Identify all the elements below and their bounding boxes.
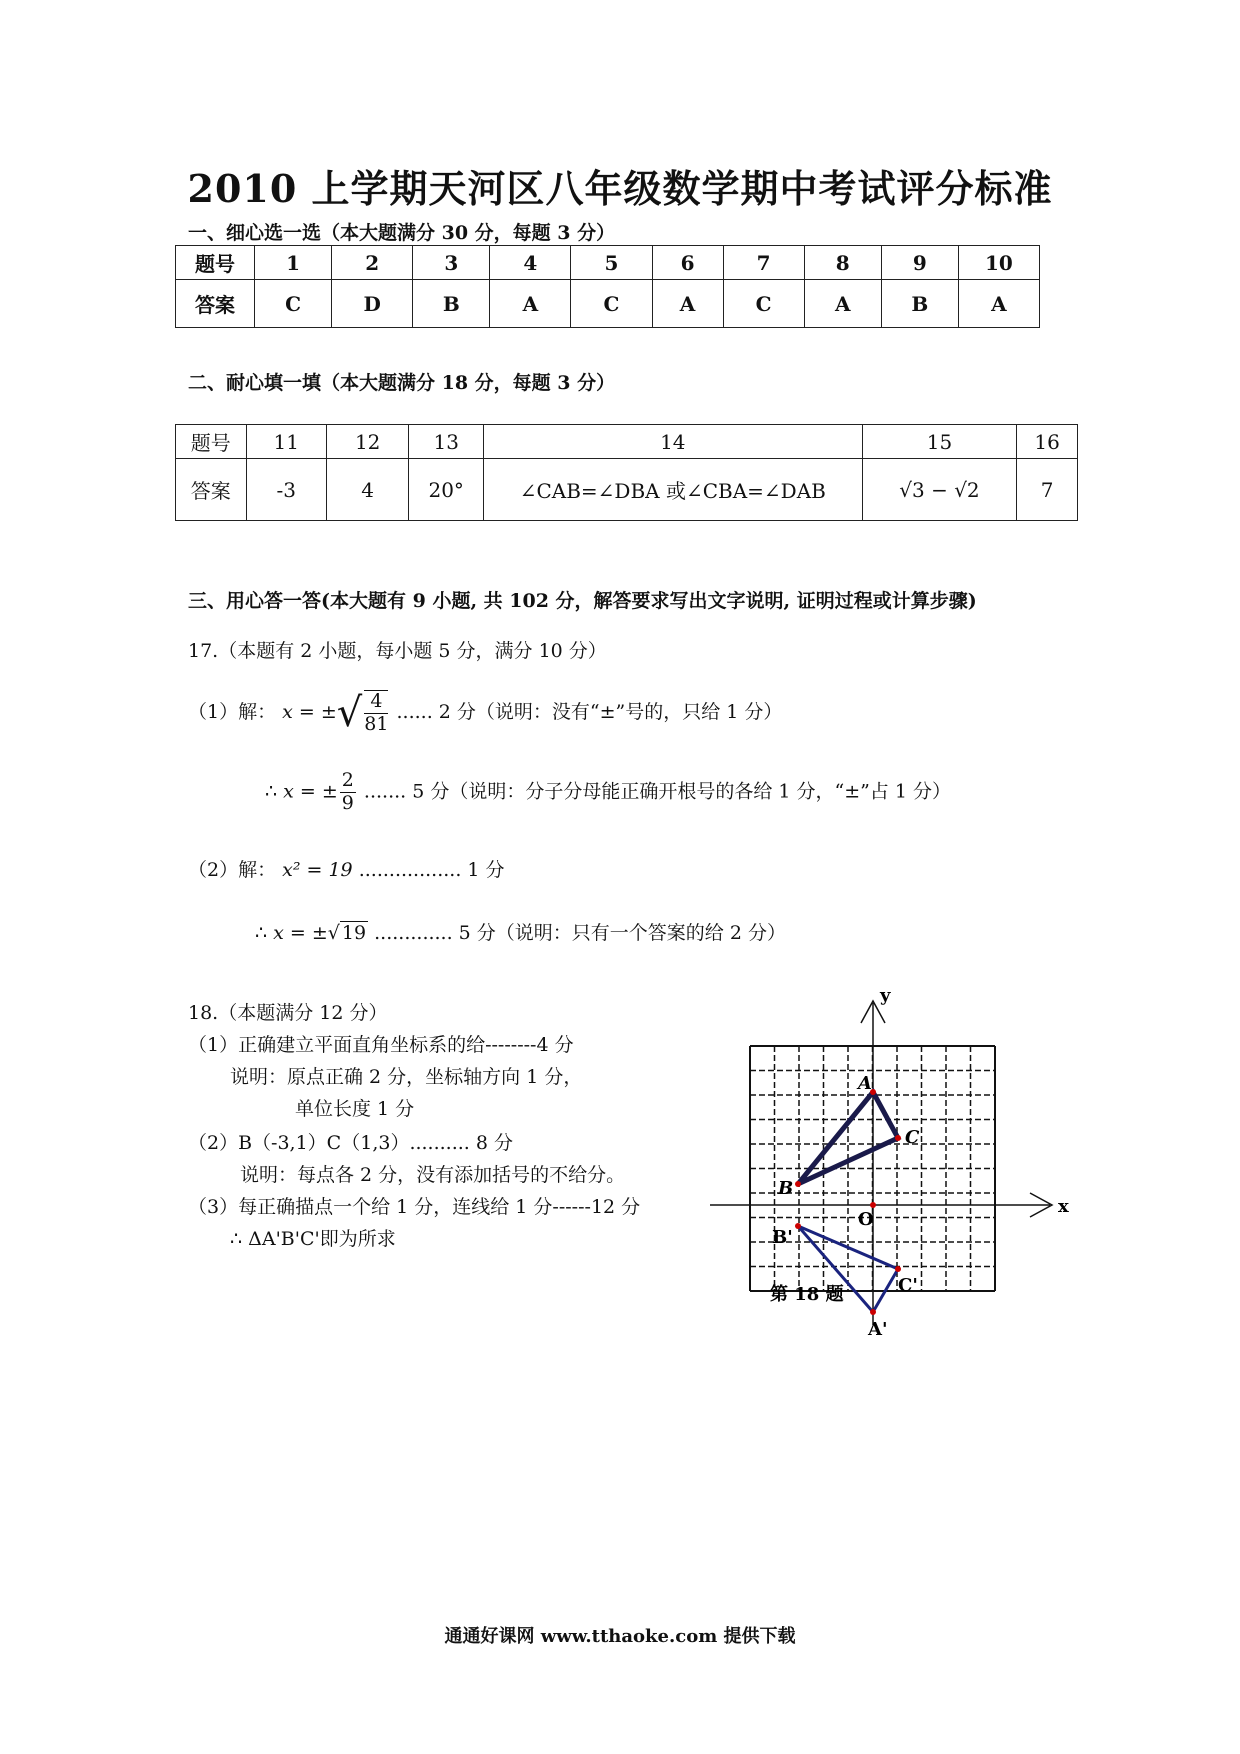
table-cell: B bbox=[881, 280, 958, 328]
table-cell: 12 bbox=[326, 425, 408, 459]
q18-line6: （3）每正确描点一个给 1 分，连线给 1 分------12 分 bbox=[188, 1196, 641, 1218]
table-cell: 9 bbox=[881, 246, 958, 280]
table-cell: 13 bbox=[409, 425, 484, 459]
q18-line2: 说明：原点正确 2 分，坐标轴方向 1 分， bbox=[230, 1066, 583, 1088]
part-label: （2）解： bbox=[188, 859, 277, 881]
plot-point bbox=[795, 1181, 801, 1187]
q17-header: 17.（本题有 2 小题，每小题 5 分，满分 10 分） bbox=[188, 640, 607, 662]
section1-heading: 一、细心选一选（本大题满分 30 分，每题 3 分） bbox=[188, 222, 616, 244]
point-c2-label: C' bbox=[898, 1275, 918, 1296]
fraction-numerator: 4 bbox=[364, 691, 388, 714]
table-cell: √3 − √2 bbox=[862, 459, 1017, 521]
equation-lhs: x = ± bbox=[282, 701, 337, 723]
plot-point bbox=[895, 1266, 901, 1272]
q17-part2 bbox=[188, 855, 505, 882]
point-b2-label: B' bbox=[772, 1227, 793, 1248]
q18-line3: 单位长度 1 分 bbox=[295, 1098, 415, 1120]
therefore-symbol: ∴ bbox=[265, 780, 278, 803]
plot-point bbox=[870, 1309, 876, 1315]
point-a-label: A bbox=[858, 1073, 872, 1094]
table-cell: A bbox=[652, 280, 723, 328]
row-label: 答案 bbox=[176, 459, 247, 521]
row-label: 答案 bbox=[176, 280, 255, 328]
table-cell: A bbox=[958, 280, 1039, 328]
coordinate-figure bbox=[700, 985, 1080, 1345]
q17-part1-result bbox=[265, 770, 951, 815]
table-cell: C bbox=[255, 280, 332, 328]
table-cell: 3 bbox=[413, 246, 490, 280]
table-cell: -3 bbox=[246, 459, 326, 521]
radicand: 19 bbox=[341, 922, 367, 944]
point-b-label: B bbox=[778, 1178, 794, 1199]
table-cell: 4 bbox=[490, 246, 571, 280]
score-note: ...... 2 分（说明：没有“±”号的，只给 1 分） bbox=[396, 701, 783, 723]
y-axis-label: y bbox=[880, 985, 891, 1006]
table-cell: C bbox=[571, 280, 652, 328]
equation: x² = 19 bbox=[282, 859, 353, 881]
table-cell: 2 bbox=[332, 246, 413, 280]
q18-line1: （1）正确建立平面直角坐标系的给--------4 分 bbox=[188, 1034, 574, 1056]
q17-part2-result: ∴ x = ±√ 19 ............. 5 分（说明：只有一个答案的给 2 分） bbox=[255, 922, 786, 944]
score-note: ....... 5 分（说明：分子分母能正确开根号的各给 1 分，“±”占 1 分） bbox=[363, 780, 952, 803]
table-cell: 11 bbox=[246, 425, 326, 459]
footer: 通通好课网 www.tthaoke.com 提供下载 bbox=[444, 1626, 796, 1647]
plot-point bbox=[870, 1202, 876, 1208]
section2-heading: 二、耐心填一填（本大题满分 18 分，每题 3 分） bbox=[188, 372, 616, 394]
table-cell: 1 bbox=[255, 246, 332, 280]
table-cell: D bbox=[332, 280, 413, 328]
table-cell: 7 bbox=[1017, 459, 1078, 521]
figure-caption: 第 18 题 bbox=[770, 1284, 844, 1305]
score-note: ............. 5 分（说明：只有一个答案的给 2 分） bbox=[374, 922, 786, 944]
table-cell: C bbox=[723, 280, 804, 328]
row-label: 题号 bbox=[176, 425, 247, 459]
x-axis-label: x bbox=[1058, 1196, 1069, 1217]
score-note: ................. 1 分 bbox=[358, 859, 505, 881]
fraction-denominator: 81 bbox=[364, 713, 389, 735]
row-label: 题号 bbox=[176, 246, 255, 280]
table-cell: A bbox=[804, 280, 881, 328]
table-cell: 14 bbox=[484, 425, 863, 459]
fraction-numerator: 2 bbox=[341, 769, 354, 791]
q18-line7: ∴ ΔA'B'C'即为所求 bbox=[230, 1228, 396, 1250]
table-cell: A bbox=[490, 280, 571, 328]
table-cell: 4 bbox=[326, 459, 408, 521]
q17-part1: （1）解： x = ±√ $\frac{4}{81}$ ...... 2 分（说明：没有“±”号的，只给 1 分） bbox=[188, 690, 783, 736]
table-cell: ∠CAB=∠DBA 或∠CBA=∠DAB bbox=[484, 459, 863, 521]
section3-heading: 三、用心答一答(本大题有 9 小题, 共 102 分，解答要求写出文字说明, 证明过程或计算步骤) bbox=[188, 590, 977, 612]
point-c-label: C bbox=[905, 1127, 920, 1148]
axes bbox=[710, 1001, 1052, 1325]
plot-point bbox=[895, 1135, 901, 1141]
table-cell: 10 bbox=[958, 246, 1039, 280]
therefore-symbol: ∴ bbox=[255, 922, 268, 944]
table-cell: 7 bbox=[723, 246, 804, 280]
q18-line5: 说明：每点各 2 分，没有添加括号的不给分。 bbox=[240, 1164, 626, 1186]
equation-lhs: x = ± bbox=[273, 922, 328, 944]
table-cell: 16 bbox=[1017, 425, 1078, 459]
page-title: 2010 上学期天河区八年级数学期中考试评分标准 bbox=[187, 166, 1053, 211]
fraction-denominator: 9 bbox=[341, 791, 354, 814]
point-a2-label: A' bbox=[868, 1319, 888, 1340]
table-cell: 8 bbox=[804, 246, 881, 280]
table-cell: 6 bbox=[652, 246, 723, 280]
section2-table bbox=[175, 424, 1078, 521]
equation-lhs: x = ± bbox=[283, 780, 338, 803]
section1-table bbox=[175, 245, 1040, 328]
table-cell: 5 bbox=[571, 246, 652, 280]
part-label: （1）解： bbox=[188, 701, 277, 723]
plot-point bbox=[795, 1223, 801, 1229]
table-cell: 15 bbox=[862, 425, 1017, 459]
table-cell: B bbox=[413, 280, 490, 328]
origin-label: O bbox=[858, 1209, 874, 1230]
q18-line4: （2）B（-3,1）C（1,3）.......... 8 分 bbox=[188, 1132, 514, 1154]
table-cell: 20° bbox=[409, 459, 484, 521]
q18-header: 18.（本题满分 12 分） bbox=[188, 1002, 388, 1024]
